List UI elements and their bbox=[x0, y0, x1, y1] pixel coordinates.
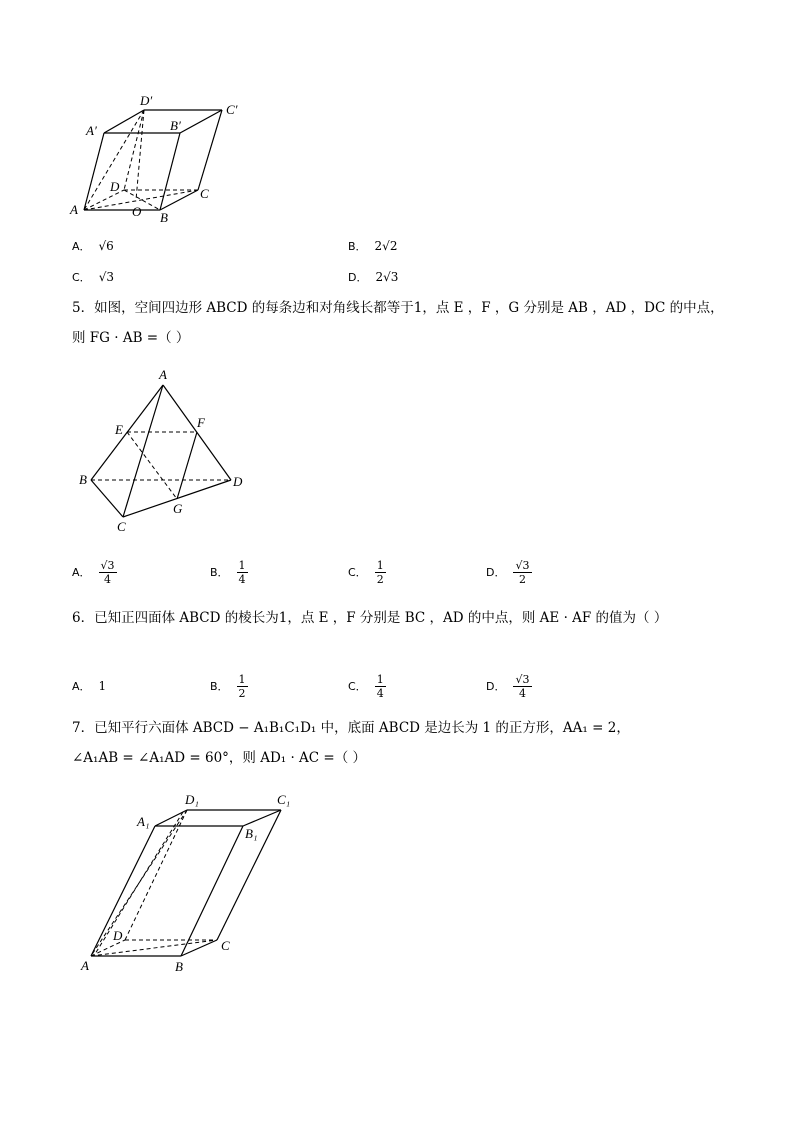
label-F: F bbox=[197, 415, 205, 430]
fraction: $\frac{√3}{4}$ bbox=[515, 672, 530, 700]
label-Ap: A′ bbox=[86, 123, 97, 138]
q5-option-b: B． $\frac{1}{4}$ bbox=[210, 558, 246, 586]
label-A: A bbox=[70, 202, 78, 217]
q6-option-c: C． $\frac{1}{4}$ bbox=[348, 672, 384, 700]
fraction: $\frac{1}{4}$ bbox=[238, 558, 246, 586]
q5-stem-line2: 则 FG · AB =（ ） bbox=[72, 330, 190, 346]
q4-option-a: A． √6 bbox=[72, 239, 114, 253]
label-D: D bbox=[113, 928, 123, 943]
figure-q5-tetrahedron bbox=[75, 365, 255, 535]
q4-option-b: B． 2√2 bbox=[348, 239, 398, 253]
label-C1: C₁ bbox=[277, 792, 291, 807]
q6-option-d: D． $\frac{√3}{4}$ bbox=[486, 672, 530, 700]
q5-option-d: D． $\frac{√3}{2}$ bbox=[486, 558, 530, 586]
fraction: $\frac{1}{2}$ bbox=[376, 558, 384, 586]
label-B1: B₁ bbox=[245, 826, 258, 841]
fraction: $\frac{√3}{4}$ bbox=[100, 558, 115, 586]
q4-option-d: D． 2√3 bbox=[348, 270, 399, 284]
label-B: B bbox=[160, 210, 168, 225]
fraction: $\frac{1}{4}$ bbox=[376, 672, 384, 700]
label-E: E bbox=[115, 422, 123, 437]
label-B: B bbox=[175, 959, 183, 974]
figure-q7-parallelepiped bbox=[75, 790, 315, 980]
label-C: C bbox=[200, 186, 209, 201]
label-B: B bbox=[79, 472, 87, 487]
label-Dp: D′ bbox=[140, 93, 153, 108]
label-Cp: C′ bbox=[226, 102, 238, 117]
q7-stem-line1: 7．已知平行六面体 ABCD − A₁B₁C₁D₁ 中，底面 ABCD 是边长为 1 的正方形，AA₁ = 2， bbox=[72, 720, 630, 736]
q5-stem-line1: 5．如图，空间四边形 ABCD 的每条边和对角线长都等于1，点 E ，F ，G 分别是 AB ，AD ，DC 的中点， bbox=[72, 300, 724, 316]
label-A: A bbox=[81, 958, 89, 973]
label-D: D bbox=[110, 179, 120, 194]
q6-option-a: A． 1 bbox=[72, 679, 107, 693]
q4-option-c: C． √3 bbox=[72, 270, 114, 284]
label-O: O bbox=[132, 204, 142, 219]
label-C: C bbox=[117, 519, 126, 534]
label-D: D bbox=[233, 474, 243, 489]
label-Bp: B′ bbox=[170, 118, 181, 133]
q5-option-a: A． $\frac{√3}{4}$ bbox=[72, 558, 115, 586]
label-C: C bbox=[221, 938, 230, 953]
label-A1: A₁ bbox=[137, 814, 150, 829]
q5-option-c: C． $\frac{1}{2}$ bbox=[348, 558, 384, 586]
label-G: G bbox=[173, 501, 183, 516]
figure-q4-parallelepiped bbox=[60, 90, 260, 230]
q6-stem-line1: 6．已知正四面体 ABCD 的棱长为1，点 E ，F 分别是 BC ，AD 的中点，则 AE · AF 的值为（ ） bbox=[72, 610, 668, 626]
fraction: $\frac{1}{2}$ bbox=[238, 672, 246, 700]
label-A: A bbox=[159, 367, 167, 382]
fraction: $\frac{√3}{2}$ bbox=[515, 558, 530, 586]
label-D1: D₁ bbox=[185, 792, 199, 807]
q6-option-b: B． $\frac{1}{2}$ bbox=[210, 672, 246, 700]
q7-stem-line2: ∠A₁AB = ∠A₁AD = 60°，则 AD₁ · AC =（ ） bbox=[72, 750, 367, 766]
